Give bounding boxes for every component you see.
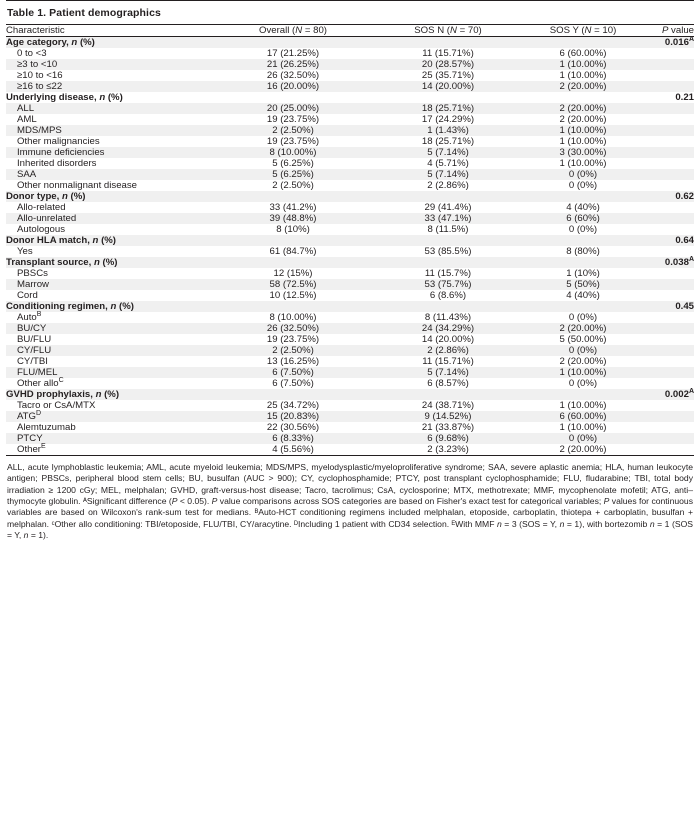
cell-overall: 6 (8.33%) bbox=[218, 433, 368, 444]
cell-overall: 5 (6.25%) bbox=[272, 158, 314, 169]
cell-sos-n: 9 (14.52%) bbox=[368, 411, 528, 422]
column-header-p-value: P value bbox=[638, 25, 694, 37]
cell-sos-n: 5 (7.14%) bbox=[368, 367, 528, 378]
cell-sos-n: 5 (7.14%) bbox=[368, 147, 528, 158]
table-row bbox=[6, 345, 694, 356]
table-row bbox=[6, 312, 694, 323]
page-title: Table 1. Patient demographics bbox=[7, 7, 161, 19]
cell-overall bbox=[218, 389, 368, 400]
table-row bbox=[6, 411, 694, 422]
footnote-marker: A bbox=[688, 255, 694, 263]
cell-sos-y bbox=[528, 301, 638, 312]
cell-sos-n: 53 (75.7%) bbox=[368, 279, 528, 290]
footnote-marker: B bbox=[36, 310, 42, 318]
table-row bbox=[6, 334, 694, 345]
cell-p-value bbox=[638, 345, 694, 356]
footnote-marker: A bbox=[688, 387, 694, 395]
cell-characteristic: Other nonmalignant disease bbox=[17, 180, 137, 191]
cell-overall: 5 (6.25%) bbox=[218, 169, 368, 180]
cell-sos-n: 11 (15.71%) bbox=[422, 356, 474, 367]
cell-sos-y: 1 (10.00%) bbox=[559, 422, 607, 433]
cell-sos-y: 5 (50%) bbox=[528, 279, 638, 290]
cell-overall: 2 (2.50%) bbox=[218, 125, 368, 136]
table-row bbox=[6, 81, 694, 92]
cell-p-value bbox=[638, 147, 694, 158]
cell-overall: 4 (5.56%) bbox=[272, 444, 314, 455]
cell-overall: 2 (2.50%) bbox=[218, 345, 368, 356]
cell-sos-y: 1 (10.00%) bbox=[559, 70, 607, 81]
cell-characteristic: ALL bbox=[6, 103, 218, 114]
table-row bbox=[6, 147, 694, 158]
cell-sos-y: 0 (0%) bbox=[528, 345, 638, 356]
cell-sos-y: 0 (0%) bbox=[568, 224, 598, 235]
cell-characteristic: Autologous bbox=[17, 224, 66, 235]
cell-sos-y: 8 (80%) bbox=[566, 246, 600, 257]
cell-sos-y: 0 (0%) bbox=[568, 312, 598, 323]
cell-p-value bbox=[638, 136, 694, 147]
cell-overall: 26 (32.50%) bbox=[218, 323, 368, 334]
cell-characteristic: Immune deficiencies bbox=[6, 147, 218, 158]
cell-characteristic: Underlying disease, n (%) bbox=[6, 92, 123, 103]
table-row bbox=[6, 290, 694, 301]
cell-characteristic: Conditioning regimen, n (%) bbox=[6, 301, 218, 312]
table-row bbox=[6, 367, 694, 378]
cell-sos-y: 2 (20.00%) bbox=[528, 103, 638, 114]
cell-p-value bbox=[638, 125, 694, 136]
table-section-row bbox=[6, 235, 694, 246]
cell-sos-y: 4 (40%) bbox=[566, 202, 600, 213]
cell-characteristic: MDS/MPS bbox=[6, 125, 218, 136]
cell-p-value bbox=[638, 400, 694, 411]
table-row bbox=[6, 422, 694, 433]
cell-sos-y: 5 (50.00%) bbox=[559, 334, 607, 345]
cell-sos-y: 2 (20.00%) bbox=[559, 114, 607, 125]
cell-sos-y: 6 (60.00%) bbox=[528, 411, 638, 422]
cell-sos-n: 21 (33.87%) bbox=[421, 422, 475, 433]
cell-sos-y: 0 (0%) bbox=[528, 433, 638, 444]
cell-overall: 26 (32.50%) bbox=[266, 70, 320, 81]
table-row bbox=[6, 125, 694, 136]
footnote-marker: A bbox=[688, 35, 694, 43]
cell-sos-y: 3 (30.00%) bbox=[528, 147, 638, 158]
cell-sos-y bbox=[528, 92, 638, 103]
column-header-characteristic: Characteristic bbox=[6, 25, 218, 37]
cell-sos-y: 1 (10.00%) bbox=[559, 158, 607, 169]
cell-sos-n bbox=[368, 389, 528, 400]
cell-characteristic: Other allo$^C$ bbox=[17, 376, 64, 389]
cell-characteristic: CY/TBI bbox=[17, 356, 48, 367]
cell-p-value bbox=[638, 367, 694, 378]
table-row bbox=[6, 59, 694, 70]
cell-p-value: 0.45 bbox=[638, 301, 694, 312]
cell-p-value bbox=[638, 246, 694, 257]
cell-p-value bbox=[638, 279, 694, 290]
cell-characteristic: 0 to <3 bbox=[17, 48, 47, 59]
cell-overall: 20 (25.00%) bbox=[218, 103, 368, 114]
cell-sos-y: 0 (0%) bbox=[568, 378, 598, 389]
footnote-text: ALL, acute lymphoblastic leukemia; AML, acute myeloid leukemia; MDS/MPS, myelodysplastic/myeloproliferative syndrome; SAA, severe aplastic anemia; HLA, human leukocyte antigen; PBSCs, peripheral blood stem cells; BU, busulfan (AUC > 900); CY, cyclophosphamide; PTCY, post transplant cyclophosphamide; FLU, fludarabine; TBI, total body irradiation ≥ 1200 cGy; MEL, melphalan; GVHD, graft-versus-host disease; Tacro, tacrolimus; CsA, cyclosporine; MTX, methotrexate; MMF, mycophenolate mofetil; ATG, anti–thymocyte globulin. ᴬSignificant difference (P < 0.05). P value comparisons across SOS categories are based on Fisher's exact test for categorical variables; P values for continuous variables are based on Wilcoxon's rank-sum test for medians. ᴮAuto-HCT conditioning regimens included melphalan, etoposide, carboplatin, thiotepa + carboplatin, busulfan + melphalan. ᶜOther allo conditioning: TBI/etoposide, FLU/TBI, CY/aracytine. ᴰIncluding 1 patient with CD34 selection. ᴱWith MMF n = 3 (SOS = Y, n = 1), with bortezomib n = 1 (SOS = Y, n = 1). bbox=[7, 462, 694, 541]
cell-sos-n: 11 (15.7%) bbox=[424, 268, 472, 279]
cell-p-value bbox=[638, 334, 694, 345]
cell-p-value: 0.62 bbox=[638, 191, 694, 202]
cell-overall: 12 (15%) bbox=[273, 268, 313, 279]
table-row bbox=[6, 433, 694, 444]
column-header-overall: Overall (N = 80) bbox=[218, 25, 368, 37]
cell-sos-n: 8 (11.5%) bbox=[427, 224, 469, 235]
cell-characteristic: ≥3 to <10 bbox=[6, 59, 218, 70]
cell-characteristic: Other malignancies bbox=[17, 136, 100, 147]
cell-p-value bbox=[638, 323, 694, 334]
cell-sos-n: 24 (38.71%) bbox=[421, 400, 475, 411]
cell-overall: 6 (7.50%) bbox=[218, 367, 368, 378]
cell-sos-n: 25 (35.71%) bbox=[421, 70, 475, 81]
cell-sos-n: 14 (20.00%) bbox=[421, 334, 475, 345]
cell-p-value bbox=[638, 356, 694, 367]
cell-sos-y bbox=[528, 37, 638, 49]
cell-characteristic: BU/CY bbox=[6, 323, 218, 334]
cell-overall: 6 (7.50%) bbox=[272, 378, 314, 389]
column-header-sos-n: SOS N (N = 70) bbox=[368, 25, 528, 37]
cell-characteristic: ≥16 to ≤22 bbox=[6, 81, 218, 92]
cell-sos-n: 8 (11.43%) bbox=[424, 312, 472, 323]
cell-sos-y: 0 (0%) bbox=[568, 180, 598, 191]
table-section-row bbox=[6, 257, 694, 268]
cell-p-value bbox=[638, 422, 694, 433]
cell-overall: 17 (21.25%) bbox=[266, 48, 320, 59]
cell-sos-y: 2 (20.00%) bbox=[528, 81, 638, 92]
cell-characteristic: Cord bbox=[17, 290, 38, 301]
cell-characteristic: PTCY bbox=[6, 433, 218, 444]
cell-characteristic: Donor type, n (%) bbox=[6, 191, 218, 202]
table-row bbox=[6, 136, 694, 147]
table-row bbox=[6, 114, 694, 125]
cell-overall bbox=[218, 92, 368, 103]
cell-p-value bbox=[638, 444, 694, 455]
table-row bbox=[6, 246, 694, 257]
cell-sos-y: 1 (10.00%) bbox=[559, 400, 607, 411]
cell-sos-y: 2 (20.00%) bbox=[559, 444, 607, 455]
cell-sos-n: 1 (1.43%) bbox=[368, 125, 528, 136]
cell-sos-y bbox=[528, 235, 638, 246]
cell-sos-n: 6 (8.57%) bbox=[427, 378, 469, 389]
cell-overall bbox=[218, 301, 368, 312]
cell-sos-n: 2 (2.86%) bbox=[368, 345, 528, 356]
cell-sos-n: 29 (41.4%) bbox=[424, 202, 472, 213]
cell-characteristic: Marrow bbox=[6, 279, 218, 290]
table-row bbox=[6, 268, 694, 279]
cell-characteristic: Age category, n (%) bbox=[6, 37, 218, 49]
cell-sos-y: 1 (10.00%) bbox=[528, 367, 638, 378]
cell-sos-y: 6 (60.00%) bbox=[559, 48, 607, 59]
cell-p-value bbox=[638, 70, 694, 81]
cell-p-value bbox=[638, 103, 694, 114]
cell-characteristic: Donor HLA match, n (%) bbox=[6, 235, 218, 246]
table-row bbox=[6, 323, 694, 334]
cell-overall: 22 (30.56%) bbox=[266, 422, 320, 433]
cell-overall: 8 (10%) bbox=[276, 224, 310, 235]
cell-sos-y: 1 (10.00%) bbox=[559, 136, 607, 147]
table-row bbox=[6, 180, 694, 191]
cell-overall bbox=[218, 37, 368, 49]
table-section-row bbox=[6, 92, 694, 103]
cell-p-value: $0.038^A$ bbox=[638, 257, 694, 268]
patient-demographics-table bbox=[6, 25, 694, 455]
cell-characteristic: CY/FLU bbox=[6, 345, 218, 356]
cell-sos-n: 6 (9.68%) bbox=[368, 433, 528, 444]
table-row bbox=[6, 224, 694, 235]
cell-sos-n: 53 (85.5%) bbox=[424, 246, 472, 257]
cell-sos-y: 1 (10%) bbox=[566, 268, 600, 279]
table-row bbox=[6, 378, 694, 389]
cell-p-value bbox=[638, 378, 694, 389]
table-row bbox=[6, 158, 694, 169]
cell-characteristic: Other$^E$ bbox=[17, 442, 46, 455]
cell-overall: 15 (20.83%) bbox=[218, 411, 368, 422]
cell-characteristic: Alemtuzumab bbox=[17, 422, 76, 433]
cell-sos-n bbox=[368, 191, 528, 202]
cell-characteristic: Allo-unrelated bbox=[6, 213, 218, 224]
cell-sos-n bbox=[368, 257, 528, 268]
cell-overall bbox=[218, 191, 368, 202]
cell-characteristic: SAA bbox=[6, 169, 218, 180]
cell-overall: 16 (20.00%) bbox=[218, 81, 368, 92]
cell-sos-y bbox=[528, 191, 638, 202]
header-row bbox=[6, 25, 694, 37]
table-footnotes bbox=[6, 456, 694, 551]
cell-overall: 19 (23.75%) bbox=[266, 114, 320, 125]
cell-overall: 10 (12.5%) bbox=[269, 290, 317, 301]
cell-sos-n: 5 (7.14%) bbox=[368, 169, 528, 180]
cell-characteristic: Transplant source, n (%) bbox=[6, 257, 218, 268]
cell-p-value: 0.64 bbox=[638, 235, 694, 246]
cell-characteristic: Inherited disorders bbox=[17, 158, 97, 169]
cell-overall: 61 (84.7%) bbox=[269, 246, 317, 257]
table-body bbox=[6, 37, 694, 456]
footnote-marker: D bbox=[36, 409, 42, 417]
cell-sos-n: 14 (20.00%) bbox=[368, 81, 528, 92]
cell-characteristic: AML bbox=[17, 114, 37, 125]
cell-sos-y: 1 (10.00%) bbox=[528, 59, 638, 70]
table-row bbox=[6, 444, 694, 455]
cell-p-value bbox=[638, 268, 694, 279]
table-section-row bbox=[6, 389, 694, 400]
cell-sos-n: 18 (25.71%) bbox=[421, 136, 475, 147]
cell-overall: 13 (16.25%) bbox=[266, 356, 320, 367]
cell-characteristic: Yes bbox=[17, 246, 33, 257]
cell-p-value bbox=[638, 158, 694, 169]
cell-p-value bbox=[638, 224, 694, 235]
cell-sos-y: 0 (0%) bbox=[528, 169, 638, 180]
cell-p-value bbox=[638, 59, 694, 70]
cell-characteristic: Tacro or CsA/MTX bbox=[17, 400, 96, 411]
cell-sos-n: 33 (47.1%) bbox=[368, 213, 528, 224]
cell-p-value bbox=[638, 81, 694, 92]
cell-overall: 8 (10.00%) bbox=[218, 147, 368, 158]
cell-sos-n: 24 (34.29%) bbox=[368, 323, 528, 334]
column-header-sos-y: SOS Y (N = 10) bbox=[528, 25, 638, 37]
cell-p-value bbox=[638, 180, 694, 191]
cell-p-value bbox=[638, 290, 694, 301]
cell-overall: 33 (41.2%) bbox=[269, 202, 317, 213]
table-row bbox=[6, 356, 694, 367]
cell-characteristic: FLU/MEL bbox=[6, 367, 218, 378]
cell-p-value bbox=[638, 48, 694, 59]
cell-sos-n bbox=[368, 301, 528, 312]
cell-overall: 19 (23.75%) bbox=[266, 334, 320, 345]
table-section-row bbox=[6, 37, 694, 49]
cell-p-value bbox=[638, 312, 694, 323]
cell-overall: 25 (34.72%) bbox=[266, 400, 320, 411]
table-header bbox=[6, 25, 694, 37]
table-row bbox=[6, 202, 694, 213]
table-row bbox=[6, 279, 694, 290]
cell-characteristic: PBSCs bbox=[17, 268, 48, 279]
cell-sos-y bbox=[528, 257, 638, 268]
cell-sos-n: 2 (2.86%) bbox=[427, 180, 469, 191]
cell-overall: 39 (48.8%) bbox=[218, 213, 368, 224]
cell-characteristic: GVHD prophylaxis, n (%) bbox=[6, 389, 218, 400]
table-section-row bbox=[6, 191, 694, 202]
cell-sos-n bbox=[368, 235, 528, 246]
cell-sos-n bbox=[368, 92, 528, 103]
cell-sos-y: 4 (40%) bbox=[566, 290, 600, 301]
cell-sos-n: 11 (15.71%) bbox=[422, 48, 474, 59]
cell-overall: 58 (72.5%) bbox=[218, 279, 368, 290]
cell-p-value: $0.016^A$ bbox=[638, 37, 694, 49]
cell-characteristic: Allo-related bbox=[17, 202, 66, 213]
table-row bbox=[6, 103, 694, 114]
cell-sos-n: 4 (5.71%) bbox=[427, 158, 469, 169]
cell-sos-y: 1 (10.00%) bbox=[528, 125, 638, 136]
cell-sos-y: 2 (20.00%) bbox=[528, 323, 638, 334]
cell-p-value bbox=[638, 411, 694, 422]
table-row bbox=[6, 48, 694, 59]
cell-p-value bbox=[638, 433, 694, 444]
cell-p-value bbox=[638, 114, 694, 125]
cell-p-value: 0.21 bbox=[675, 92, 694, 103]
cell-sos-y bbox=[528, 389, 638, 400]
cell-sos-y: 2 (20.00%) bbox=[559, 356, 607, 367]
cell-p-value bbox=[638, 169, 694, 180]
cell-sos-n: 17 (24.29%) bbox=[421, 114, 475, 125]
cell-sos-n: 20 (28.57%) bbox=[368, 59, 528, 70]
cell-characteristic: Auto$^B$ bbox=[17, 310, 42, 323]
cell-overall bbox=[218, 257, 368, 268]
cell-characteristic: ≥10 to <16 bbox=[17, 70, 63, 81]
cell-overall: 21 (26.25%) bbox=[218, 59, 368, 70]
cell-overall: 8 (10.00%) bbox=[269, 312, 317, 323]
cell-p-value: $0.002^A$ bbox=[638, 389, 694, 400]
cell-characteristic: BU/FLU bbox=[17, 334, 52, 345]
footnote-marker: E bbox=[41, 442, 46, 450]
cell-sos-n: 18 (25.71%) bbox=[368, 103, 528, 114]
cell-sos-y: 6 (60%) bbox=[528, 213, 638, 224]
table-section-row bbox=[6, 301, 694, 312]
cell-overall: 19 (23.75%) bbox=[266, 136, 320, 147]
cell-p-value bbox=[638, 213, 694, 224]
cell-p-value bbox=[638, 202, 694, 213]
table-row bbox=[6, 169, 694, 180]
cell-sos-n bbox=[368, 37, 528, 49]
cell-sos-n: 6 (8.6%) bbox=[429, 290, 467, 301]
cell-sos-n: 2 (3.23%) bbox=[427, 444, 469, 455]
table-row bbox=[6, 400, 694, 411]
footnote-marker: C bbox=[58, 376, 64, 384]
cell-overall bbox=[218, 235, 368, 246]
table-row bbox=[6, 70, 694, 81]
cell-overall: 2 (2.50%) bbox=[272, 180, 314, 191]
table-row bbox=[6, 213, 694, 224]
cell-characteristic: $ATG^D$ bbox=[6, 411, 218, 422]
